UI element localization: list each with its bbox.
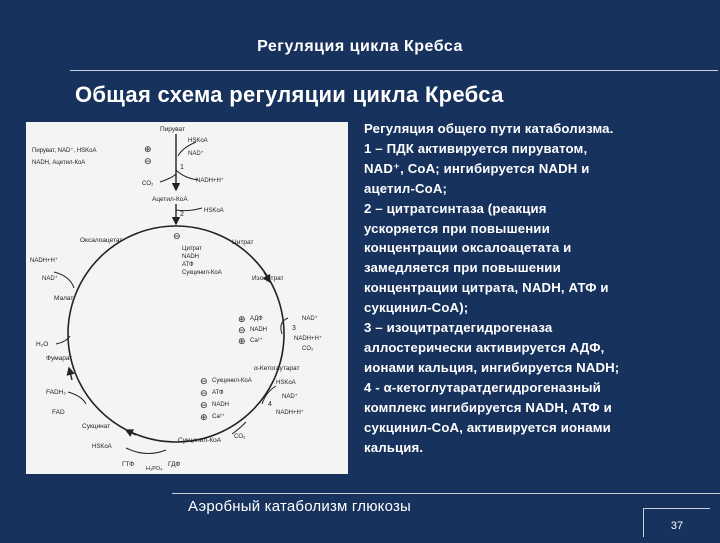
idh-activator-adp: АДФ <box>250 316 263 322</box>
fad-curve <box>68 392 86 404</box>
desc-line: сукцинил-CoA); <box>364 300 469 316</box>
label-hskoa-top: HSKoA <box>188 138 208 144</box>
label-citrate: Цитрат <box>232 239 254 246</box>
label-co2-idh: CO₂ <box>302 346 314 352</box>
sign-minus-kgdh-nadh: ⊖ <box>200 400 208 410</box>
desc-line: NAD⁺, CoA; ингибируется NADH и <box>364 160 590 176</box>
cs-inhibitor-nadh: NADH <box>182 254 200 260</box>
desc-line: ацетил-CoA; <box>364 180 448 196</box>
title-divider <box>70 70 718 71</box>
label-malate: Малат <box>54 295 74 302</box>
label-oxaloacetate: Оксалоацетат <box>80 237 123 244</box>
nadh-curve <box>176 170 198 180</box>
kgdh-effector-atp: АТФ <box>212 390 224 396</box>
desc-line: 4 - α-кетоглутаратдегидрогеназный <box>364 379 601 395</box>
sign-minus-kgdh-atp: ⊖ <box>200 388 208 398</box>
regulation-description <box>364 119 714 457</box>
idh-activator-ca: Ca²⁺ <box>250 338 263 344</box>
label-gtp: ГТФ <box>122 461 135 468</box>
desc-line: замедляется при повышении <box>364 260 561 276</box>
label-nadh-kgdh: NADH+H⁺ <box>276 410 305 416</box>
desc-line: концентрации оксалоацетата и <box>364 240 572 256</box>
label-fad: FAD <box>52 409 65 416</box>
desc-line: ионами кальция, ингибируется NADH; <box>364 359 620 375</box>
krebs-cycle-svg <box>26 122 348 474</box>
label-gdp: ГДФ <box>168 461 181 468</box>
desc-line: аллостерически активируется АДФ, <box>364 339 605 355</box>
cs-inhibitor-atp: АТФ <box>182 262 194 268</box>
co2-curve <box>160 174 176 182</box>
kgdh-activator-ca: Ca²⁺ <box>212 414 225 420</box>
label-isocitrate: Изоцитрат <box>252 275 284 282</box>
sign-minus-kgdh-succinyl: ⊖ <box>200 376 208 386</box>
label-hskoa-kgdh: HSKoA <box>276 380 296 386</box>
desc-line: 3 – изоцитратдегидрогеназа <box>364 320 553 336</box>
sign-plus-kgdh-ca: ⊕ <box>200 412 208 422</box>
desc-line: ускоряется при повышении <box>364 220 550 236</box>
label-nadh-top: NADH+H⁺ <box>196 178 225 184</box>
desc-line: сукцинил-CoA, активируется ионами <box>364 419 611 435</box>
label-succinyl-coa: Сукцинил-КоА <box>178 437 222 444</box>
slide-title: Регуляция цикла Кребса <box>257 38 463 55</box>
sign-minus-pdh: ⊖ <box>144 156 152 166</box>
cs-inhibitor-succinyl: Сукцинил-КоА <box>182 270 222 276</box>
enzyme-3: 3 <box>292 325 296 332</box>
label-fadh2: FADH₂ <box>46 389 66 396</box>
desc-line: Регуляция общего пути катаболизма. <box>364 121 614 136</box>
cycle-ring <box>68 226 284 442</box>
desc-line: комплекс ингибируется NADH, АТФ и <box>364 399 612 415</box>
enzyme-4: 4 <box>268 401 272 408</box>
page-number: 37 <box>643 508 710 537</box>
idh-effector-nadh: NADH <box>250 327 268 333</box>
label-co2-kgdh: CO₂ <box>234 434 246 440</box>
label-nadh-idh: NADH+H⁺ <box>294 336 323 342</box>
ring-arrow-left <box>69 368 72 380</box>
krebs-cycle-diagram <box>26 122 348 474</box>
label-fumarate: Фумарат <box>46 355 73 362</box>
pdh-inhibitors: NADH, Ацетил-КоА <box>32 160 86 166</box>
cs-inhibitor-citrate: Цитрат <box>182 246 202 252</box>
label-nad-kgdh: NAD⁺ <box>282 394 298 400</box>
footer-text: Аэробный катаболизм глюкозы <box>188 498 412 515</box>
label-akg: α-Кетоглутарат <box>254 365 300 372</box>
label-hskoa-cs: HSKoA <box>204 208 224 214</box>
label-nadh-left: NADH+H⁺ <box>30 258 59 264</box>
ring-arrow-bottom <box>126 430 136 435</box>
sign-minus-cs: ⊖ <box>173 231 181 241</box>
sign-minus-idh-nadh: ⊖ <box>238 325 246 335</box>
pdh-activators: Пируват, NAD⁺, HSKoA <box>32 148 97 154</box>
kgdh-effector-nadh: NADH <box>212 402 230 408</box>
label-acetyl-coa: Ацетил-КоА <box>152 196 188 203</box>
desc-line: кальция. <box>364 439 424 455</box>
label-co2-top: CO₂ <box>142 181 154 187</box>
kgdh-co2-curve <box>232 422 246 434</box>
slide-subtitle: Общая схема регуляции цикла Кребса <box>75 82 504 107</box>
label-hskoa-bottom: HSKoA <box>92 444 112 450</box>
label-pyruvate: Пируват <box>160 126 185 133</box>
enzyme-2: 2 <box>180 211 184 218</box>
desc-line: 1 – ПДК активируется пируватом, <box>364 140 588 156</box>
desc-line: концентрации цитрата, NADH, АТФ и <box>364 280 609 296</box>
label-succinate: Сукцинат <box>82 423 111 430</box>
kgdh-effector-succinyl: Сукцинил-КоА <box>212 378 252 384</box>
label-nad-left: NAD⁺ <box>42 276 58 282</box>
label-h3po4: H₃PO₄ <box>146 466 163 472</box>
footer-divider <box>172 493 720 494</box>
label-nad-top: NAD⁺ <box>188 151 204 157</box>
sign-plus-idh-adp: ⊕ <box>238 314 246 324</box>
desc-line: 2 – цитратсинтаза (реакция <box>364 200 547 216</box>
gtp-curve <box>126 448 166 454</box>
enzyme-1: 1 <box>180 164 184 171</box>
label-nad-idh: NAD⁺ <box>302 316 318 322</box>
sign-plus-pdh: ⊕ <box>144 144 152 154</box>
sign-plus-idh-ca: ⊕ <box>238 336 246 346</box>
label-h2o: H₂O <box>36 341 49 348</box>
